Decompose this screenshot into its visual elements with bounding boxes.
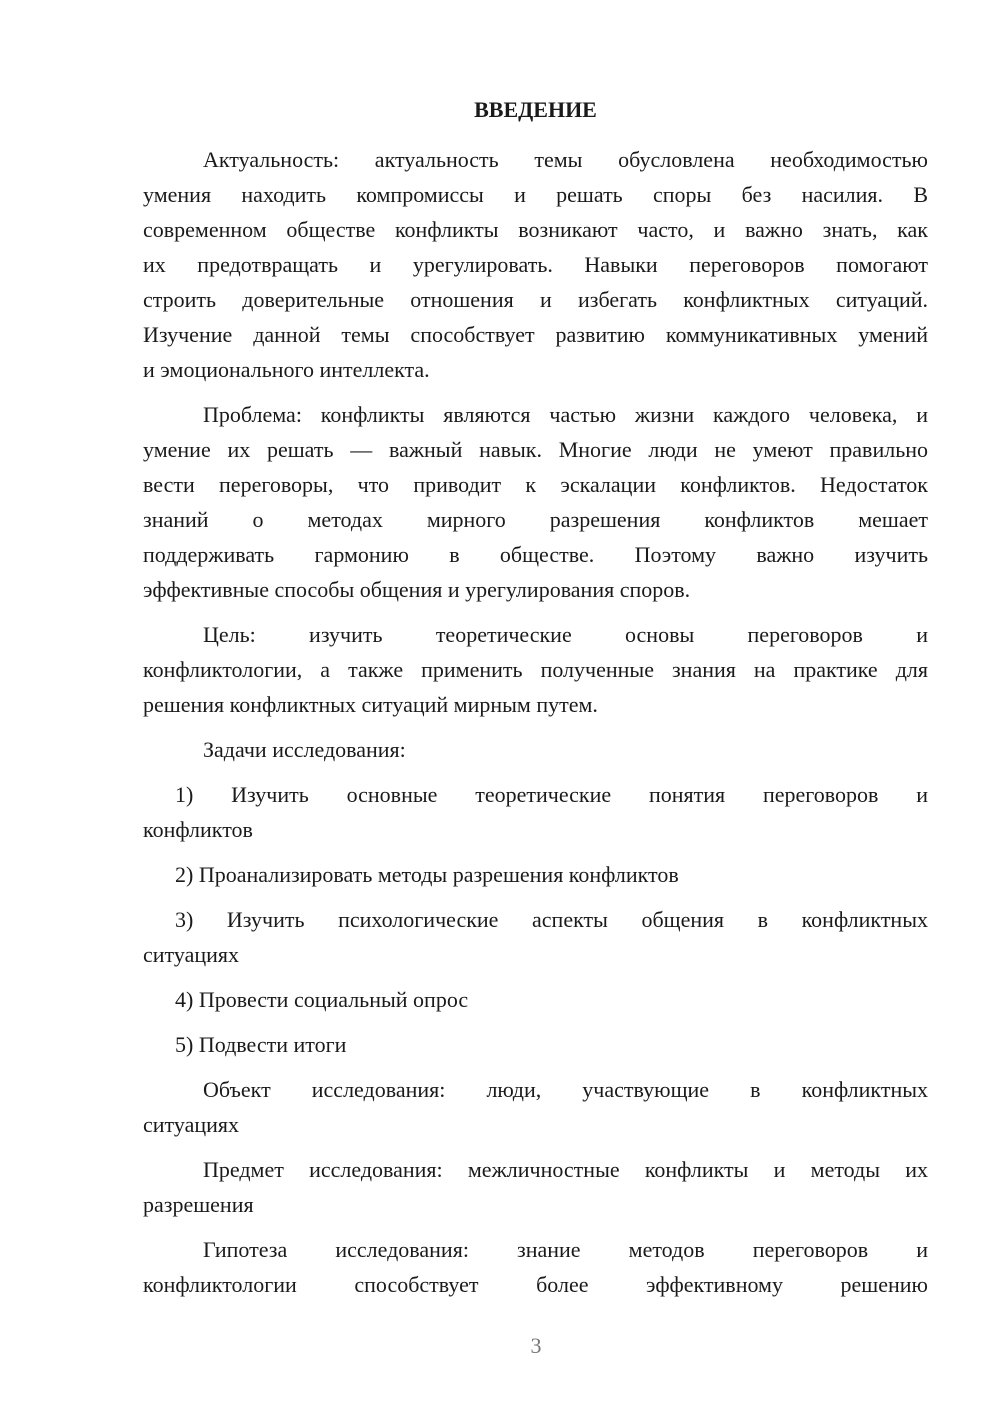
list-item	[143, 902, 928, 972]
text-line: умения находить компромиссы и решать споры без насилия. В	[143, 182, 928, 207]
text-line: разрешения	[143, 1192, 254, 1217]
text-line: Цель: изучить теоретические основы переговоров и	[203, 622, 928, 647]
text-line: Гипотеза исследования: знание методов переговоров и	[203, 1237, 928, 1262]
list-item	[143, 777, 928, 847]
text-line: 5) Подвести итоги	[175, 1032, 347, 1057]
paragraph	[143, 1232, 928, 1302]
text-line: Актуальность: актуальность темы обусловлена необходимостью	[203, 147, 928, 172]
text-line: и эмоционального интеллекта.	[143, 357, 430, 382]
paragraph	[143, 1072, 928, 1142]
text-line: конфликтологии способствует более эффективному решению	[143, 1272, 928, 1297]
paragraph	[143, 732, 928, 767]
text-line: 4) Провести социальный опрос	[175, 987, 469, 1012]
text-line: Предмет исследования: межличностные конфликты и методы их	[203, 1157, 928, 1182]
list-item	[143, 982, 928, 1017]
text-line: их предотвращать и урегулировать. Навыки переговоров помогают	[143, 252, 928, 277]
text-line: 1) Изучить основные теоретические понятия переговоров и	[175, 782, 928, 807]
text-line: Задачи исследования:	[203, 737, 406, 762]
list-item	[143, 857, 928, 892]
text-line: эффективные способы общения и урегулирования споров.	[143, 577, 691, 602]
text-line: Проблема: конфликты являются частью жизни каждого человека, и	[203, 402, 928, 427]
paragraph	[143, 617, 928, 722]
text-line: современном обществе конфликты возникают часто, и важно знать, как	[143, 217, 928, 242]
text-line: вести переговоры, что приводит к эскалации конфликтов. Недостаток	[143, 472, 928, 497]
text-line: ситуациях	[143, 1112, 240, 1137]
text-line: Объект исследования: люди, участвующие в конфликтных	[203, 1077, 928, 1102]
page-number: 3	[530, 1333, 542, 1358]
text-line: знаний о методах мирного разрешения конфликтов мешает	[143, 507, 928, 532]
text-line: Изучение данной темы способствует развитию коммуникативных умений	[143, 322, 928, 347]
text-line: 3) Изучить психологические аспекты общения в конфликтных	[175, 907, 928, 932]
text-line: конфликтов	[143, 817, 253, 842]
list-item	[143, 1027, 928, 1062]
text-line: конфликтологии, а также применить полученные знания на практике для	[143, 657, 928, 682]
text-line: поддерживать гармонию в обществе. Поэтому важно изучить	[143, 542, 928, 567]
text-line: решения конфликтных ситуаций мирным путем.	[143, 692, 598, 717]
paragraph	[143, 1152, 928, 1222]
text-line: строить доверительные отношения и избегать конфликтных ситуаций.	[143, 287, 928, 312]
paragraph	[143, 397, 928, 607]
text-line: умение их решать — важный навык. Многие люди не умеют правильно	[143, 437, 928, 462]
page-title: ВВЕДЕНИЕ	[474, 97, 597, 122]
paragraph	[143, 142, 928, 387]
document-body	[143, 142, 928, 1312]
text-line: ситуациях	[143, 942, 240, 967]
text-line: 2) Проанализировать методы разрешения конфликтов	[175, 862, 679, 887]
